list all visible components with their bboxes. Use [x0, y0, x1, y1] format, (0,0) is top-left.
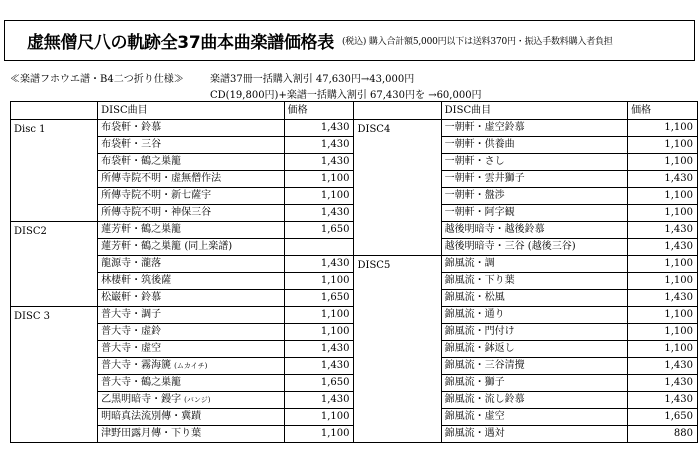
song-title-right: 一朝軒・さし: [441, 154, 627, 171]
page-title: 虚無僧尺八の軌跡全37曲本曲楽譜価格表: [27, 33, 334, 53]
price-left: 1,100: [284, 426, 354, 443]
price-right: 1,650: [628, 409, 698, 426]
price-left: 1,430: [284, 341, 354, 358]
price-right: 1,430: [628, 358, 698, 375]
price-left: 1,650: [284, 375, 354, 392]
price-left: 1,430: [284, 358, 354, 375]
song-title-text: 津野田露月傳・下り葉: [101, 428, 202, 439]
disc-label-left: DISC2: [11, 222, 98, 307]
score-spec: ≪楽譜フホウエ譜・B4二つ折り仕様≫: [10, 74, 184, 85]
song-title-right: 越後明暗寺・三谷 (越後三谷): [441, 239, 627, 256]
header-disc-songs-left: DISC曲目: [98, 102, 284, 120]
price-left: [284, 239, 354, 256]
reading-note: (バンジ): [184, 396, 211, 404]
price-left: 1,100: [284, 273, 354, 290]
title-box: [4, 20, 695, 61]
song-title-left: [98, 120, 284, 137]
song-title-text: 布袋軒・鈴慕: [101, 122, 162, 133]
song-title-text: 蓮芳軒・鶴之巣籠: [101, 224, 182, 235]
price-right: 1,100: [628, 154, 698, 171]
song-title-right: 錦風流・三谷清攪: [441, 358, 627, 375]
price-right: 1,430: [628, 239, 698, 256]
price-right: 1,430: [628, 392, 698, 409]
song-title-left: [98, 324, 284, 341]
song-title-right: 錦風流・遇対: [441, 426, 627, 443]
disc-label-right: DISC5: [354, 256, 441, 443]
price-right: 1,100: [628, 205, 698, 222]
song-title-left: [98, 375, 284, 392]
song-title-text: 乙黒明暗寺・鏝字: [101, 394, 182, 405]
song-title-text: 普大寺・調子: [101, 309, 162, 320]
price-right: 1,430: [628, 290, 698, 307]
header-disc-songs-right: DISC曲目: [441, 102, 627, 120]
song-title-text: 普大寺・霧海篪: [101, 360, 172, 371]
price-left: 1,430: [284, 205, 354, 222]
price-right: 1,100: [628, 341, 698, 358]
song-title-left: [98, 392, 284, 409]
song-title-right: 錦風流・獅子: [441, 375, 627, 392]
song-title-text: 普大寺・虚鈴: [101, 326, 162, 337]
price-left: 1,100: [284, 171, 354, 188]
song-title-right: 越後明暗寺・越後鈴慕: [441, 222, 627, 239]
song-title-text: 松巌軒・鈴慕: [101, 292, 162, 303]
song-title-right: 一朝軒・供養曲: [441, 137, 627, 154]
price-left: 1,430: [284, 392, 354, 409]
price-left: 1,650: [284, 290, 354, 307]
song-title-left: [98, 205, 284, 222]
header-disc-blank-right: [354, 102, 441, 120]
song-title-left: [98, 188, 284, 205]
table-row: [11, 256, 698, 273]
song-title-right: 錦風流・通り: [441, 307, 627, 324]
song-title-text: 布袋軒・鶴之巣籠: [101, 156, 182, 167]
price-right: 1,100: [628, 307, 698, 324]
song-title-right: 錦風流・鉢返し: [441, 341, 627, 358]
price-right: 1,100: [628, 256, 698, 273]
price-right: 1,430: [628, 375, 698, 392]
price-left: 1,430: [284, 137, 354, 154]
tax-shipping-note: (税込) 購入合計額5,000円以下は送料370円・振込手数料購入者負担: [341, 37, 613, 47]
song-title-left: [98, 273, 284, 290]
song-title-left: [98, 222, 284, 239]
song-title-left: [98, 409, 284, 426]
price-left: 1,650: [284, 222, 354, 239]
song-title-right: 一朝軒・阿字観: [441, 205, 627, 222]
cd-offer: CD(19,800円)+楽譜一括購入割引 67,430円を →60,000円: [210, 90, 482, 101]
song-title-text: 布袋軒・三谷: [101, 139, 162, 150]
offer-line-1: [10, 70, 414, 85]
song-title-text: 所傳寺院不明・虚無僧作法: [101, 173, 222, 184]
price-right: 1,100: [628, 120, 698, 137]
song-title-right: 一朝軒・雲井獅子: [441, 171, 627, 188]
price-right: 880: [628, 426, 698, 443]
song-title-left: [98, 154, 284, 171]
song-title-text: 所傳寺院不明・新七薩宇: [101, 190, 212, 201]
price-left: 1,100: [284, 307, 354, 324]
header-price-right: 価格: [628, 102, 698, 120]
song-title-left: [98, 239, 284, 256]
price-right: 1,100: [628, 324, 698, 341]
header-disc-blank-left: [11, 102, 98, 120]
song-title-right: 錦風流・調: [441, 256, 627, 273]
song-title-left: [98, 426, 284, 443]
song-title-text: 普大寺・虚空: [101, 343, 162, 354]
reading-note: (ムカイチ): [174, 362, 208, 370]
price-left: 1,430: [284, 256, 354, 273]
song-title-text: 所傳寺院不明・神保三谷: [101, 207, 212, 218]
song-title-left: [98, 358, 284, 375]
song-title-right: 錦風流・下り葉: [441, 273, 627, 290]
price-right: 1,100: [628, 273, 698, 290]
song-title-left: [98, 137, 284, 154]
song-title-right: 錦風流・流し鈴慕: [441, 392, 627, 409]
song-title-right: 一朝軒・盤渉: [441, 188, 627, 205]
disc-label-left: DISC 3: [11, 307, 98, 443]
song-title-left: [98, 290, 284, 307]
table-row: [11, 120, 698, 137]
song-title-left: [98, 256, 284, 273]
bundle-offer: 楽譜37冊一括購入割引 47,630円→43,000円: [210, 74, 415, 85]
price-right: 1,100: [628, 137, 698, 154]
header-price-left: 価格: [284, 102, 354, 120]
price-right: 1,430: [628, 222, 698, 239]
song-title-right: 錦風流・虚空: [441, 409, 627, 426]
price-table: [10, 101, 698, 443]
song-title-text: 明暗真法流別傳・冀蹟: [101, 411, 202, 422]
disc-label-left: Disc 1: [11, 120, 98, 222]
song-title-left: [98, 171, 284, 188]
song-title-text: 蓮芳軒・鶴之巣籠 (同上楽譜): [101, 241, 233, 252]
table-header-row: [11, 102, 698, 120]
song-title-right: 錦風流・松風: [441, 290, 627, 307]
price-right: 1,430: [628, 171, 698, 188]
price-right: 1,100: [628, 188, 698, 205]
price-left: 1,430: [284, 154, 354, 171]
price-left: 1,100: [284, 324, 354, 341]
song-title-text: 普大寺・鶴之巣籠: [101, 377, 182, 388]
song-title-left: [98, 307, 284, 324]
price-left: 1,100: [284, 188, 354, 205]
song-title-text: 林棲軒・筑後薩: [101, 275, 172, 286]
song-title-text: 龍源寺・瀧落: [101, 258, 162, 269]
price-left: 1,100: [284, 409, 354, 426]
song-title-right: 錦風流・門付け: [441, 324, 627, 341]
price-left: 1,430: [284, 120, 354, 137]
song-title-right: 一朝軒・虚空鈴慕: [441, 120, 627, 137]
disc-label-right: DISC4: [354, 120, 441, 256]
song-title-left: [98, 341, 284, 358]
